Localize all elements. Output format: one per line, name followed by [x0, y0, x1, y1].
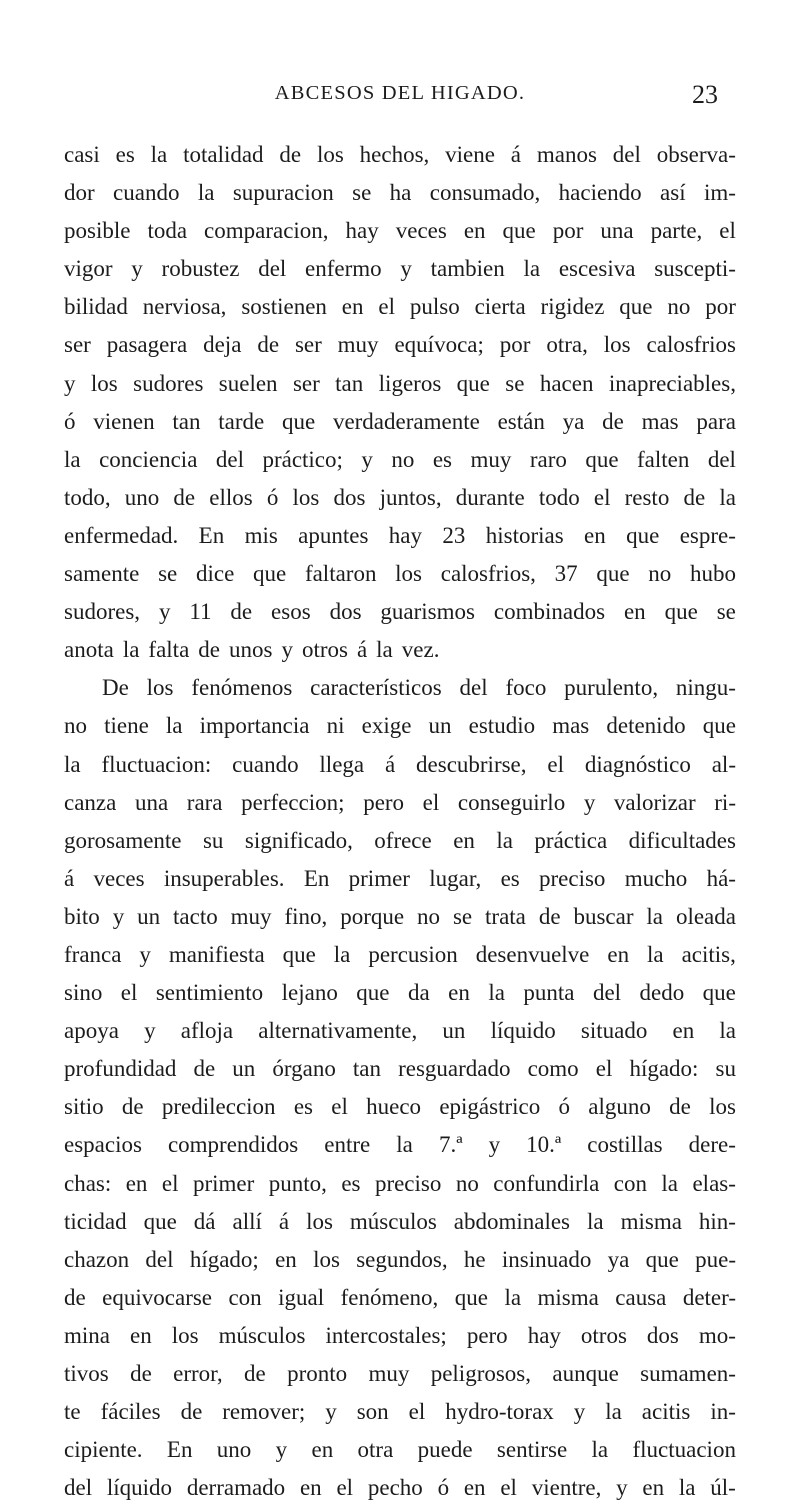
text-line: cipiente. En uno y en otra puede sentirse la fluctuacion	[64, 1437, 736, 1463]
text-line: apoya y afloja alternativamente, un líquido situado en la	[64, 1018, 736, 1044]
text-line: gorosamente su significado, ofrece en la práctica dificultades	[64, 827, 736, 853]
text-line: samente se dice que faltaron los calosfrios, 37 que no hubo	[64, 561, 736, 587]
text-line: canza una rara perfeccion; pero el conseguirlo y valorizar ri-	[64, 789, 736, 815]
text-line: bilidad nerviosa, sostienen en el pulso cierta rigidez que no por	[64, 294, 736, 320]
body-text	[64, 136, 736, 1507]
text-line: la fluctuacion: cuando llega á descubrirse, el diagnóstico al-	[64, 751, 736, 777]
text-line: la conciencia del práctico; y no es muy raro que falten del	[64, 446, 736, 472]
text-line: ó vienen tan tarde que verdaderamente están ya de mas para	[64, 408, 736, 434]
text-line: enfermedad. En mis apuntes hay 23 historias en que espre-	[64, 522, 736, 548]
text-line: casi es la totalidad de los hechos, viene á manos del observa-	[64, 142, 736, 167]
text-line: ser pasagera deja de ser muy equívoca; por otra, los calosfrios	[64, 332, 736, 358]
text-line: espacios comprendidos entre la 7.ª y 10.ª costillas dere-	[64, 1132, 736, 1158]
text-line: no tiene la importancia ni exige un estudio mas detenido que	[64, 713, 736, 739]
text-line: te fáciles de remover; y son el hydro-torax y la acitis in-	[64, 1399, 736, 1425]
text-line: de equivocarse con igual fenómeno, que la misma causa deter-	[64, 1284, 736, 1310]
text-line: dor cuando la supuracion se ha consumado, haciendo así im-	[64, 180, 736, 206]
text-line: ticidad que dá allí á los músculos abdominales la misma hin-	[64, 1208, 736, 1234]
text-line: franca y manifiesta que la percusion desenvuelve en la acitis,	[64, 941, 736, 967]
running-head: ABCESOS DEL HIGADO.	[274, 82, 526, 104]
text-line: y los sudores suelen ser tan ligeros que se hacen inapreciables,	[64, 370, 736, 396]
text-line: tivos de error, de pronto muy peligrosos, aunque sumamen-	[64, 1361, 736, 1386]
text-line: bito y un tacto muy fino, porque no se trata de buscar la oleada	[64, 903, 736, 929]
text-line: vigor y robustez del enfermo y tambien la escesiva suscepti-	[64, 256, 736, 282]
text-line: posible toda comparacion, hay veces en que por una parte, el	[64, 218, 736, 244]
text-line: sino el sentimiento lejano que da en la punta del dedo que	[64, 980, 736, 1006]
text-line: mina en los músculos intercostales; pero hay otros dos mo-	[64, 1322, 736, 1348]
text-line: anota la falta de unos y otros á la vez.	[64, 637, 440, 663]
text-line: profundidad de un órgano tan resguardado como el hígado: su	[64, 1056, 736, 1082]
text-line: sudores, y 11 de esos dos guarismos combinados en que se	[64, 599, 736, 625]
page-header	[0, 82, 800, 112]
text-line: todo, uno de ellos ó los dos juntos, durante todo el resto de la	[64, 484, 736, 510]
text-line: De los fenómenos característicos del foco purulento, ningu-	[102, 675, 736, 701]
text-line: chas: en el primer punto, es preciso no confundirla con la elas-	[64, 1170, 736, 1196]
text-line: á veces insuperables. En primer lugar, es preciso mucho há-	[64, 865, 736, 891]
text-line: sitio de predileccion es el hueco epigástrico ó alguno de los	[64, 1094, 736, 1120]
text-line: chazon del hígado; en los segundos, he insinuado ya que pue-	[64, 1246, 736, 1272]
text-line: del líquido derramado en el pecho ó en el vientre, y en la úl-	[64, 1475, 736, 1501]
page-number: 23	[692, 80, 718, 109]
